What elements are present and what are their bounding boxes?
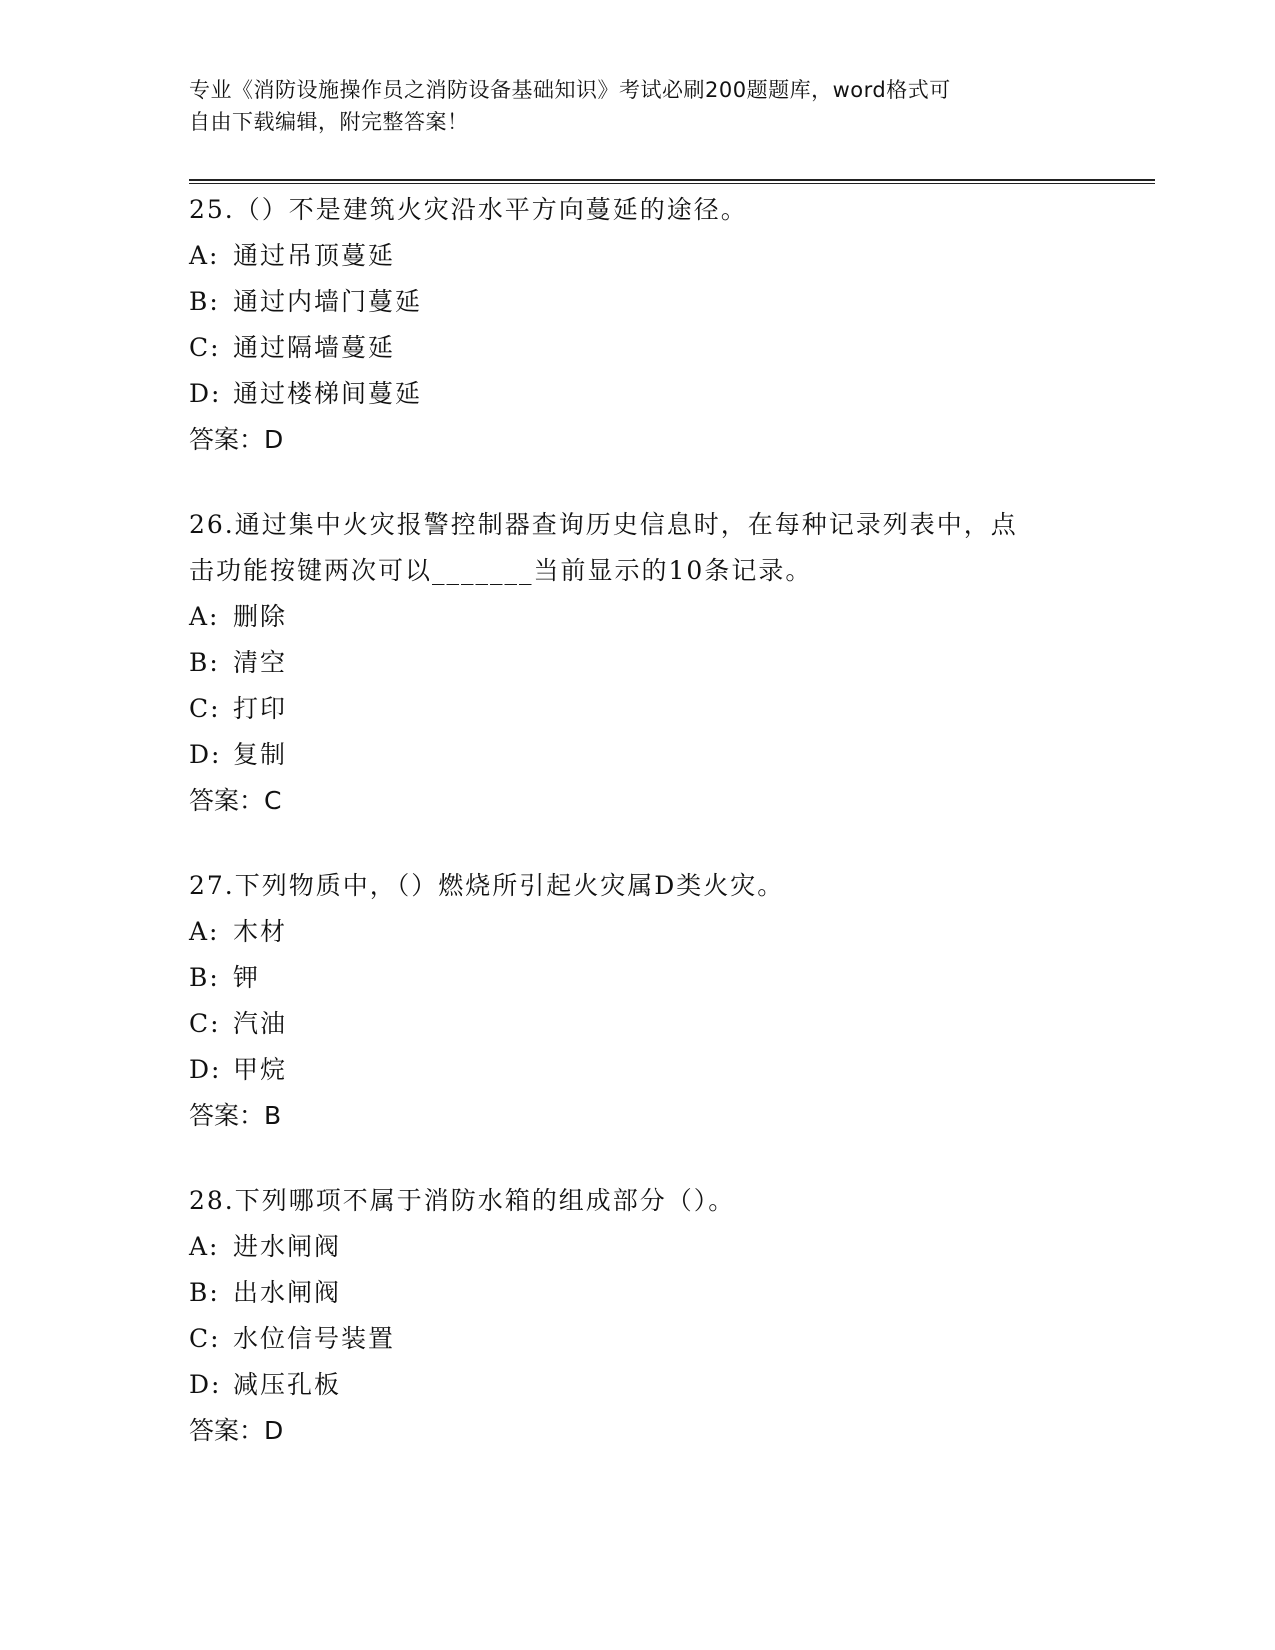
question-28 (189, 1178, 1089, 1454)
option-letter: A: (189, 602, 220, 631)
option-c (189, 686, 1089, 732)
option-letter: D: (189, 379, 222, 408)
option-a (189, 1224, 1089, 1270)
option-d (189, 371, 1089, 417)
answer-line: 答案：D (189, 425, 284, 454)
option-text: 清空 (233, 648, 288, 677)
answer-line: 答案：C (189, 786, 282, 815)
option-b (189, 1270, 1089, 1316)
option-b (189, 640, 1089, 686)
option-letter: A: (189, 241, 220, 270)
option-d (189, 732, 1089, 778)
option-text: 钾 (233, 963, 261, 992)
option-b (189, 955, 1089, 1001)
option-letter: B: (189, 1278, 220, 1307)
header-divider-thin (189, 183, 1155, 184)
question-stem-line-1: 26.通过集中火灾报警控制器查询历史信息时，在每种记录列表中，点 (189, 510, 1018, 539)
option-text: 水位信号装置 (233, 1324, 396, 1353)
option-letter: B: (189, 287, 220, 316)
option-text: 减压孔板 (233, 1370, 342, 1399)
question-stem: 28.下列哪项不属于消防水箱的组成部分（）。 (189, 1186, 736, 1215)
option-letter: D: (189, 740, 222, 769)
option-a (189, 233, 1089, 279)
option-d (189, 1047, 1089, 1093)
option-letter: C: (189, 333, 221, 362)
option-letter: B: (189, 963, 220, 992)
header-line-1: 专业《消防设施操作员之消防设备基础知识》考试必刷200题题库，word格式可 (189, 78, 951, 102)
option-letter: A: (189, 917, 220, 946)
option-letter: D: (189, 1055, 222, 1084)
option-text: 通过内墙门蔓延 (233, 287, 423, 316)
question-27 (189, 863, 1089, 1139)
option-a (189, 594, 1089, 640)
question-25 (189, 187, 1089, 463)
option-text: 通过楼梯间蔓延 (233, 379, 423, 408)
option-letter: B: (189, 648, 220, 677)
option-letter: A: (189, 1232, 220, 1261)
option-text: 汽油 (233, 1009, 288, 1038)
question-26 (189, 502, 1089, 824)
option-text: 复制 (233, 740, 288, 769)
answer-line: 答案：D (189, 1416, 284, 1445)
question-stem: 25.（）不是建筑火灾沿水平方向蔓延的途径。 (189, 195, 748, 224)
question-stem: 27.下列物质中，（）燃烧所引起火灾属D类火灾。 (189, 871, 785, 900)
option-text: 进水闸阀 (233, 1232, 342, 1261)
option-text: 出水闸阀 (233, 1278, 342, 1307)
option-text: 木材 (233, 917, 288, 946)
option-text: 删除 (233, 602, 288, 631)
option-letter: D: (189, 1370, 222, 1399)
option-letter: C: (189, 1324, 221, 1353)
option-d (189, 1362, 1089, 1408)
option-text: 通过吊顶蔓延 (233, 241, 396, 270)
option-letter: C: (189, 1009, 221, 1038)
option-letter: C: (189, 694, 221, 723)
option-text: 打印 (233, 694, 288, 723)
option-text: 通过隔墙蔓延 (233, 333, 396, 362)
option-c (189, 325, 1089, 371)
option-c (189, 1316, 1089, 1362)
header-divider-thick (189, 179, 1155, 181)
document-header (189, 74, 1089, 138)
option-b (189, 279, 1089, 325)
option-text: 甲烷 (233, 1055, 288, 1084)
header-line-2: 自由下载编辑，附完整答案！ (189, 110, 469, 134)
answer-line: 答案：B (189, 1101, 282, 1130)
question-stem-line-2: 击功能按键两次可以_______当前显示的10条记录。 (189, 556, 813, 585)
option-a (189, 909, 1089, 955)
option-c (189, 1001, 1089, 1047)
